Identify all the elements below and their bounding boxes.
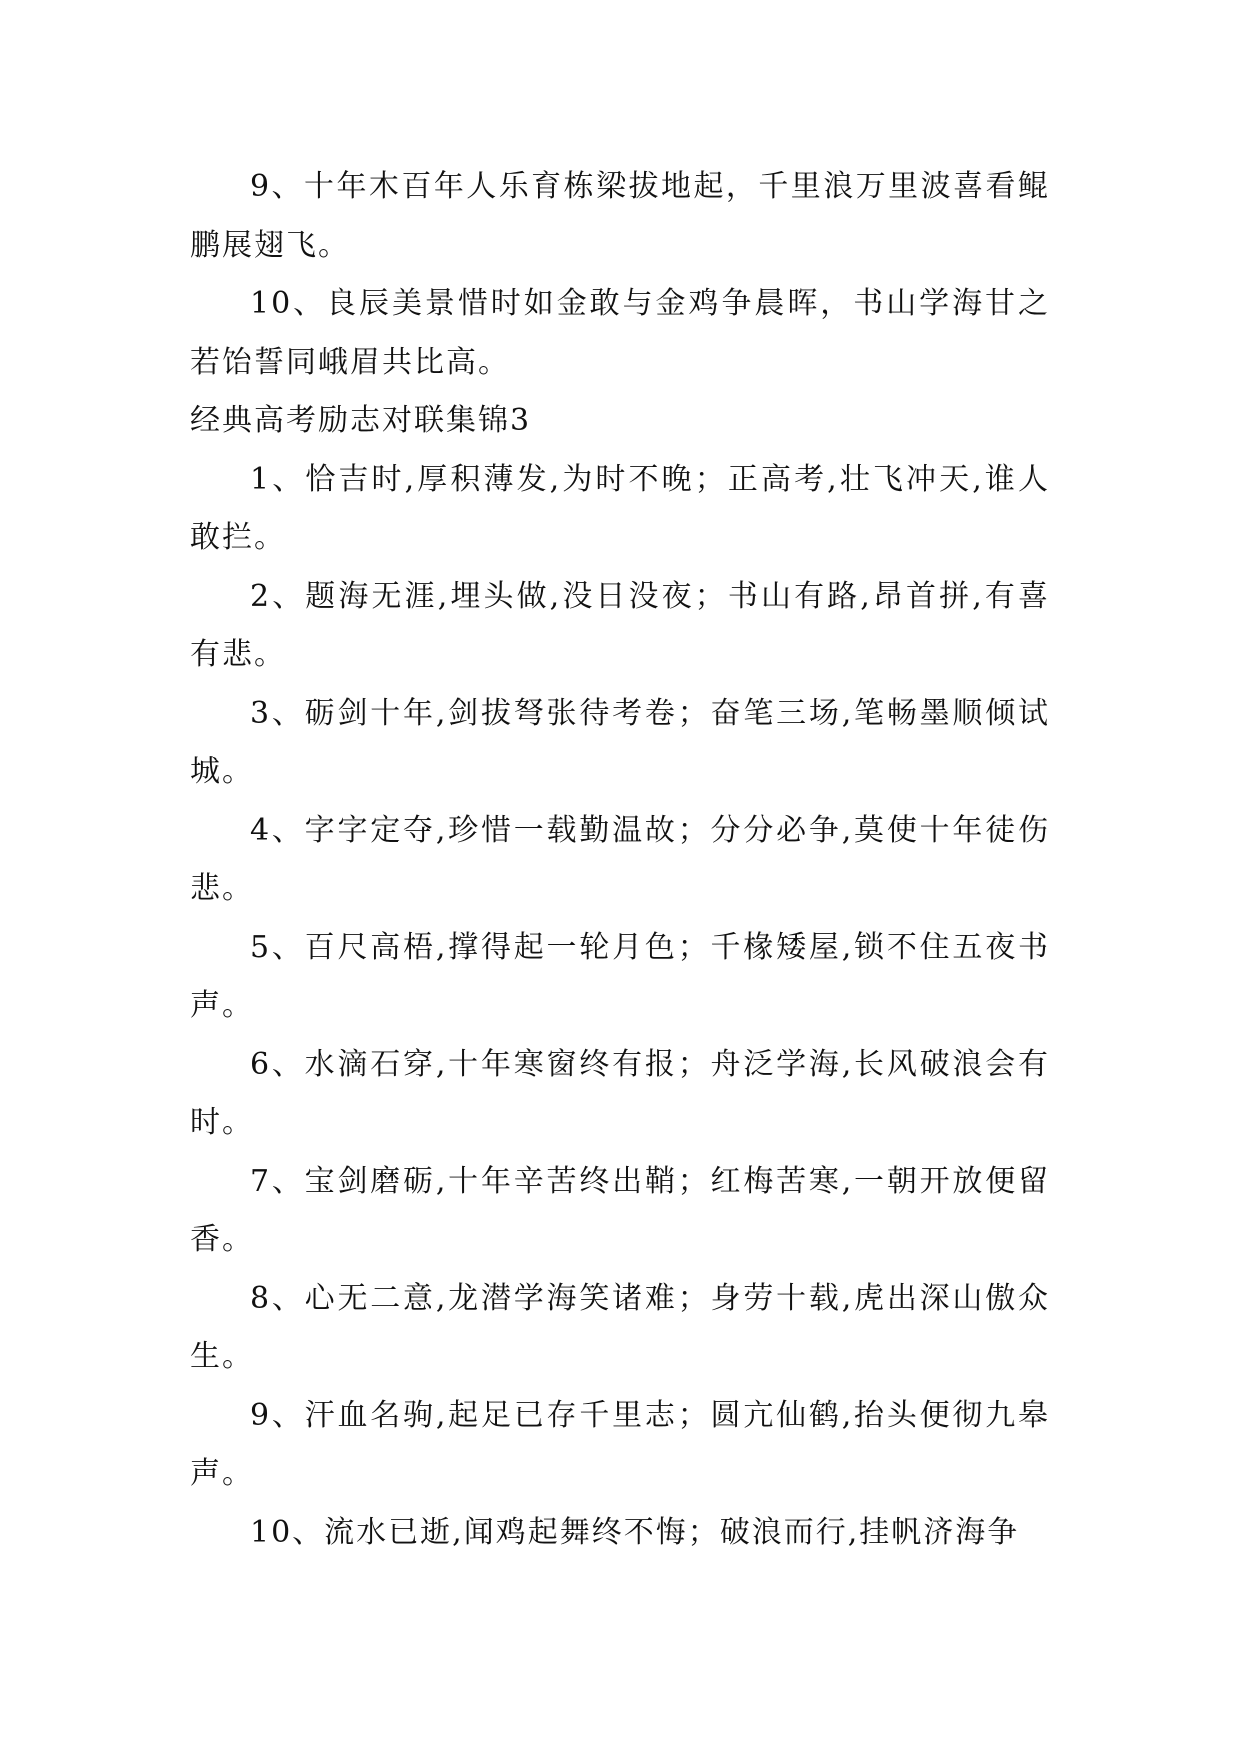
couplet-3: 3、砺剑十年,剑拔弩张待考卷；奋笔三场,笔畅墨顺倾试城。 — [190, 695, 1050, 789]
couplet-7: 7、宝剑磨砺,十年辛苦终出鞘；红梅苦寒,一朝开放便留香。 — [190, 1163, 1050, 1257]
couplet-10-first-section: 10、良辰美景惜时如金敢与金鸡争晨晖，书山学海甘之若饴誓同峨眉共比高。 — [190, 286, 1050, 380]
couplet-8: 8、心无二意,龙潜学海笑诸难；身劳十载,虎出深山傲众生。 — [190, 1280, 1050, 1374]
couplet-5: 5、百尺高梧,撑得起一轮月色；千椽矮屋,锁不住五夜书声。 — [190, 929, 1050, 1023]
document-body — [190, 158, 1050, 1562]
couplet-10: 10、流水已逝,闻鸡起舞终不悔；破浪而行,挂帆济海争 — [250, 1514, 1020, 1550]
couplet-9-first-section: 9、十年木百年人乐育栋梁拔地起，千里浪万里波喜看鲲鹏展翅飞。 — [190, 169, 1050, 263]
couplet-4: 4、字字定夺,珍惜一载勤温故；分分必争,莫使十年徒伤悲。 — [190, 812, 1050, 906]
couplet-6: 6、水滴石穿,十年寒窗终有报；舟泛学海,长风破浪会有时。 — [190, 1046, 1050, 1140]
couplet-2: 2、题海无涯,埋头做,没日没夜；书山有路,昂首拼,有喜有悲。 — [190, 578, 1050, 672]
couplet-9: 9、汗血名驹,起足已存千里志；圆亢仙鹤,抬头便彻九皋声。 — [190, 1397, 1050, 1491]
couplet-1: 1、恰吉时,厚积薄发,为时不晚；正高考,壮飞冲天,谁人敢拦。 — [190, 461, 1050, 555]
section-heading: 经典高考励志对联集锦3 — [190, 403, 532, 438]
